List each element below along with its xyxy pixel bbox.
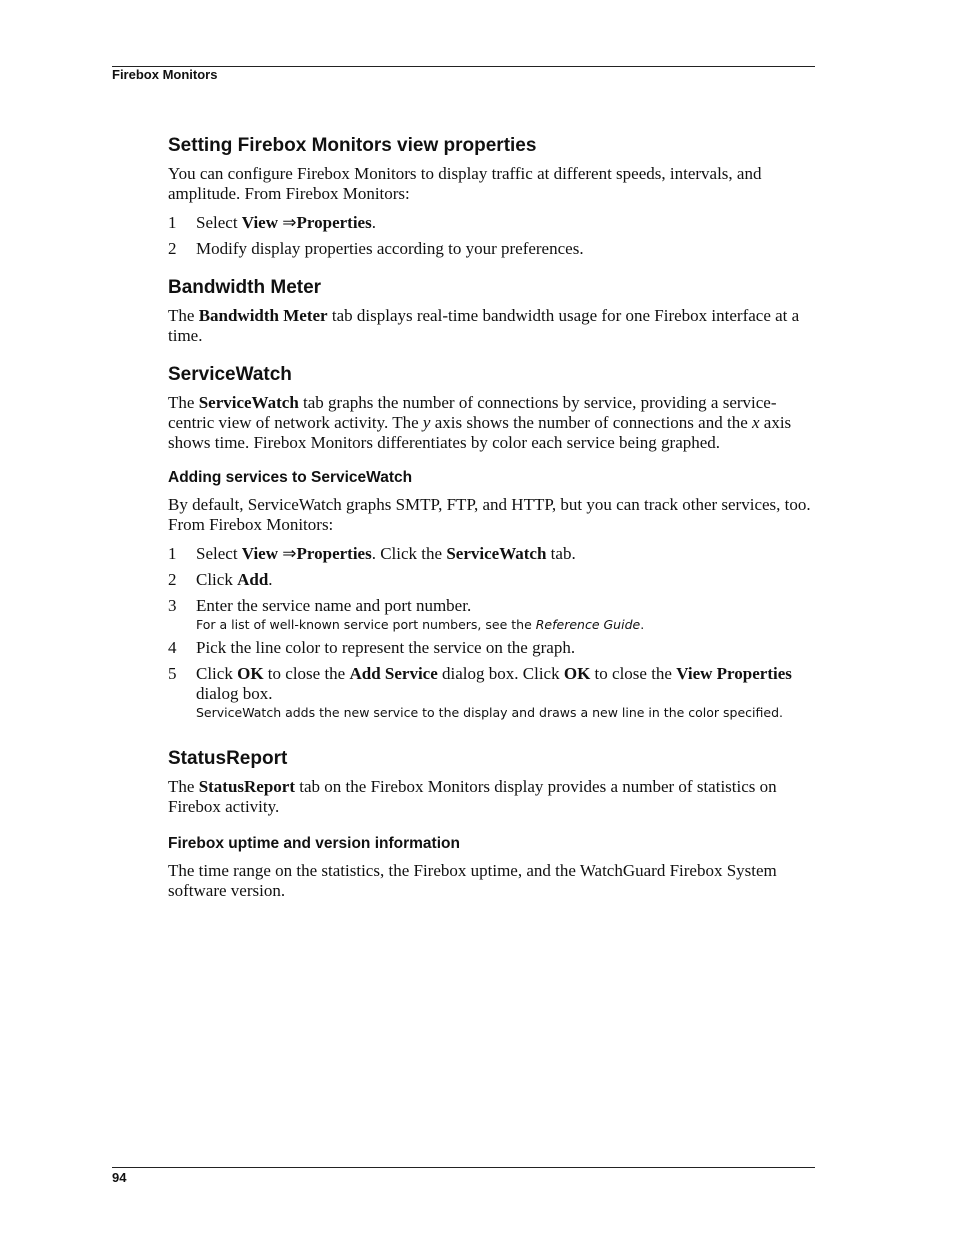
step-text: .	[268, 570, 273, 589]
step-text: .	[371, 213, 376, 232]
step-text: Pick the line color to represent the service on the graph.	[196, 638, 576, 657]
heading-uptime: Firebox uptime and version information	[168, 835, 460, 852]
reference-guide-title: Reference Guide	[535, 617, 641, 632]
text: The	[168, 777, 199, 796]
text: axis shows the number of connections and the	[430, 413, 752, 432]
step-number: 3	[168, 596, 177, 615]
step-number: 4	[168, 638, 177, 657]
term-statusreport: StatusReport	[198, 777, 296, 796]
step-number: 5	[168, 664, 177, 683]
paragraph-bandwidth-meter	[168, 306, 816, 346]
paragraph-statusreport	[168, 777, 816, 817]
steps-view-properties	[168, 213, 816, 259]
text: axis shows time. Firebox Monitors differentiates by color each service being graphed.	[168, 413, 792, 452]
text: The	[168, 306, 199, 325]
menu-term-view: View	[241, 213, 278, 232]
step-text: Enter the service name and port number.	[196, 596, 472, 615]
page-footer	[112, 1167, 815, 1185]
running-header-title: Firebox Monitors	[112, 67, 218, 82]
menu-term-properties: Properties	[296, 213, 372, 232]
text: The	[168, 393, 199, 412]
step-text: . Click the	[371, 544, 447, 563]
step-text: dialog box. Click	[437, 664, 564, 683]
section-uptime	[168, 833, 816, 901]
step-number: 2	[168, 239, 177, 258]
heading-view-properties: Setting Firebox Monitors view properties	[168, 135, 537, 156]
term-bandwidth-meter: Bandwidth Meter	[198, 306, 328, 325]
step-item	[168, 638, 816, 658]
text: tab on the Firebox Monitors display provides a number of statistics on Firebox activity.	[168, 777, 777, 816]
step-item	[168, 544, 816, 564]
step-text: Modify display properties according to your preferences.	[196, 239, 584, 258]
step-item	[168, 213, 816, 233]
step-text: dialog box.	[196, 684, 273, 703]
step-number: 1	[168, 544, 177, 563]
step-item	[168, 596, 816, 634]
menu-arrow: ⇒	[278, 213, 297, 232]
menu-arrow: ⇒	[278, 544, 297, 563]
paragraph-adding-intro: By default, ServiceWatch graphs SMTP, FTP, and HTTP, but you can track other services, too. From Firebox Monitors:	[168, 495, 811, 534]
note-text: .	[640, 617, 645, 632]
term-add-service: Add Service	[349, 664, 438, 683]
section-bandwidth-meter	[168, 275, 816, 346]
term-servicewatch-tab: ServiceWatch	[446, 544, 547, 563]
steps-adding-services	[168, 544, 816, 722]
section-statusreport	[168, 746, 816, 817]
step-number: 1	[168, 213, 177, 232]
step-text: to close the	[590, 664, 677, 683]
step-note	[196, 616, 816, 634]
section-servicewatch	[168, 362, 816, 453]
paragraph-servicewatch	[168, 393, 816, 453]
step-note: ServiceWatch adds the new service to the display and draws a new line in the color specified.	[196, 705, 783, 720]
note-text: For a list of well-known service port numbers, see the	[196, 617, 536, 632]
heading-statusreport: StatusReport	[168, 748, 288, 769]
step-text: Select	[196, 544, 242, 563]
axis-y-term: y	[422, 413, 431, 432]
heading-servicewatch: ServiceWatch	[168, 364, 292, 385]
step-item	[168, 664, 816, 722]
term-servicewatch: ServiceWatch	[198, 393, 299, 412]
section-adding-services	[168, 467, 816, 722]
step-item	[168, 239, 816, 259]
step-text: to close the	[263, 664, 350, 683]
step-text: Click	[196, 570, 238, 589]
text: tab graphs the number of connections by service, providing a service-centric view of network activity. The	[168, 393, 777, 432]
running-header	[112, 66, 815, 82]
step-number: 2	[168, 570, 177, 589]
term-add-button: Add	[237, 570, 269, 589]
heading-adding-services: Adding services to ServiceWatch	[168, 469, 413, 486]
paragraph-view-properties-intro: You can configure Firebox Monitors to display traffic at different speeds, intervals, and amplitude. From Firebox Monitors:	[168, 164, 762, 203]
page-content	[168, 133, 816, 917]
term-ok: OK	[237, 664, 264, 683]
axis-x-term: x	[751, 413, 760, 432]
term-ok: OK	[563, 664, 591, 683]
menu-term-view: View	[241, 544, 278, 563]
section-view-properties	[168, 133, 816, 259]
text: tab displays real-time bandwidth usage for one Firebox interface at a time.	[168, 306, 800, 345]
heading-bandwidth-meter: Bandwidth Meter	[168, 277, 322, 298]
menu-term-properties: Properties	[296, 544, 372, 563]
paragraph-uptime: The time range on the statistics, the Firebox uptime, and the WatchGuard Firebox System software version.	[168, 861, 777, 900]
step-text: Select	[196, 213, 242, 232]
step-item	[168, 570, 816, 590]
step-text: tab.	[546, 544, 576, 563]
step-text: Click	[196, 664, 238, 683]
page-number: 94	[112, 1170, 127, 1185]
term-view-properties: View Properties	[676, 664, 792, 683]
